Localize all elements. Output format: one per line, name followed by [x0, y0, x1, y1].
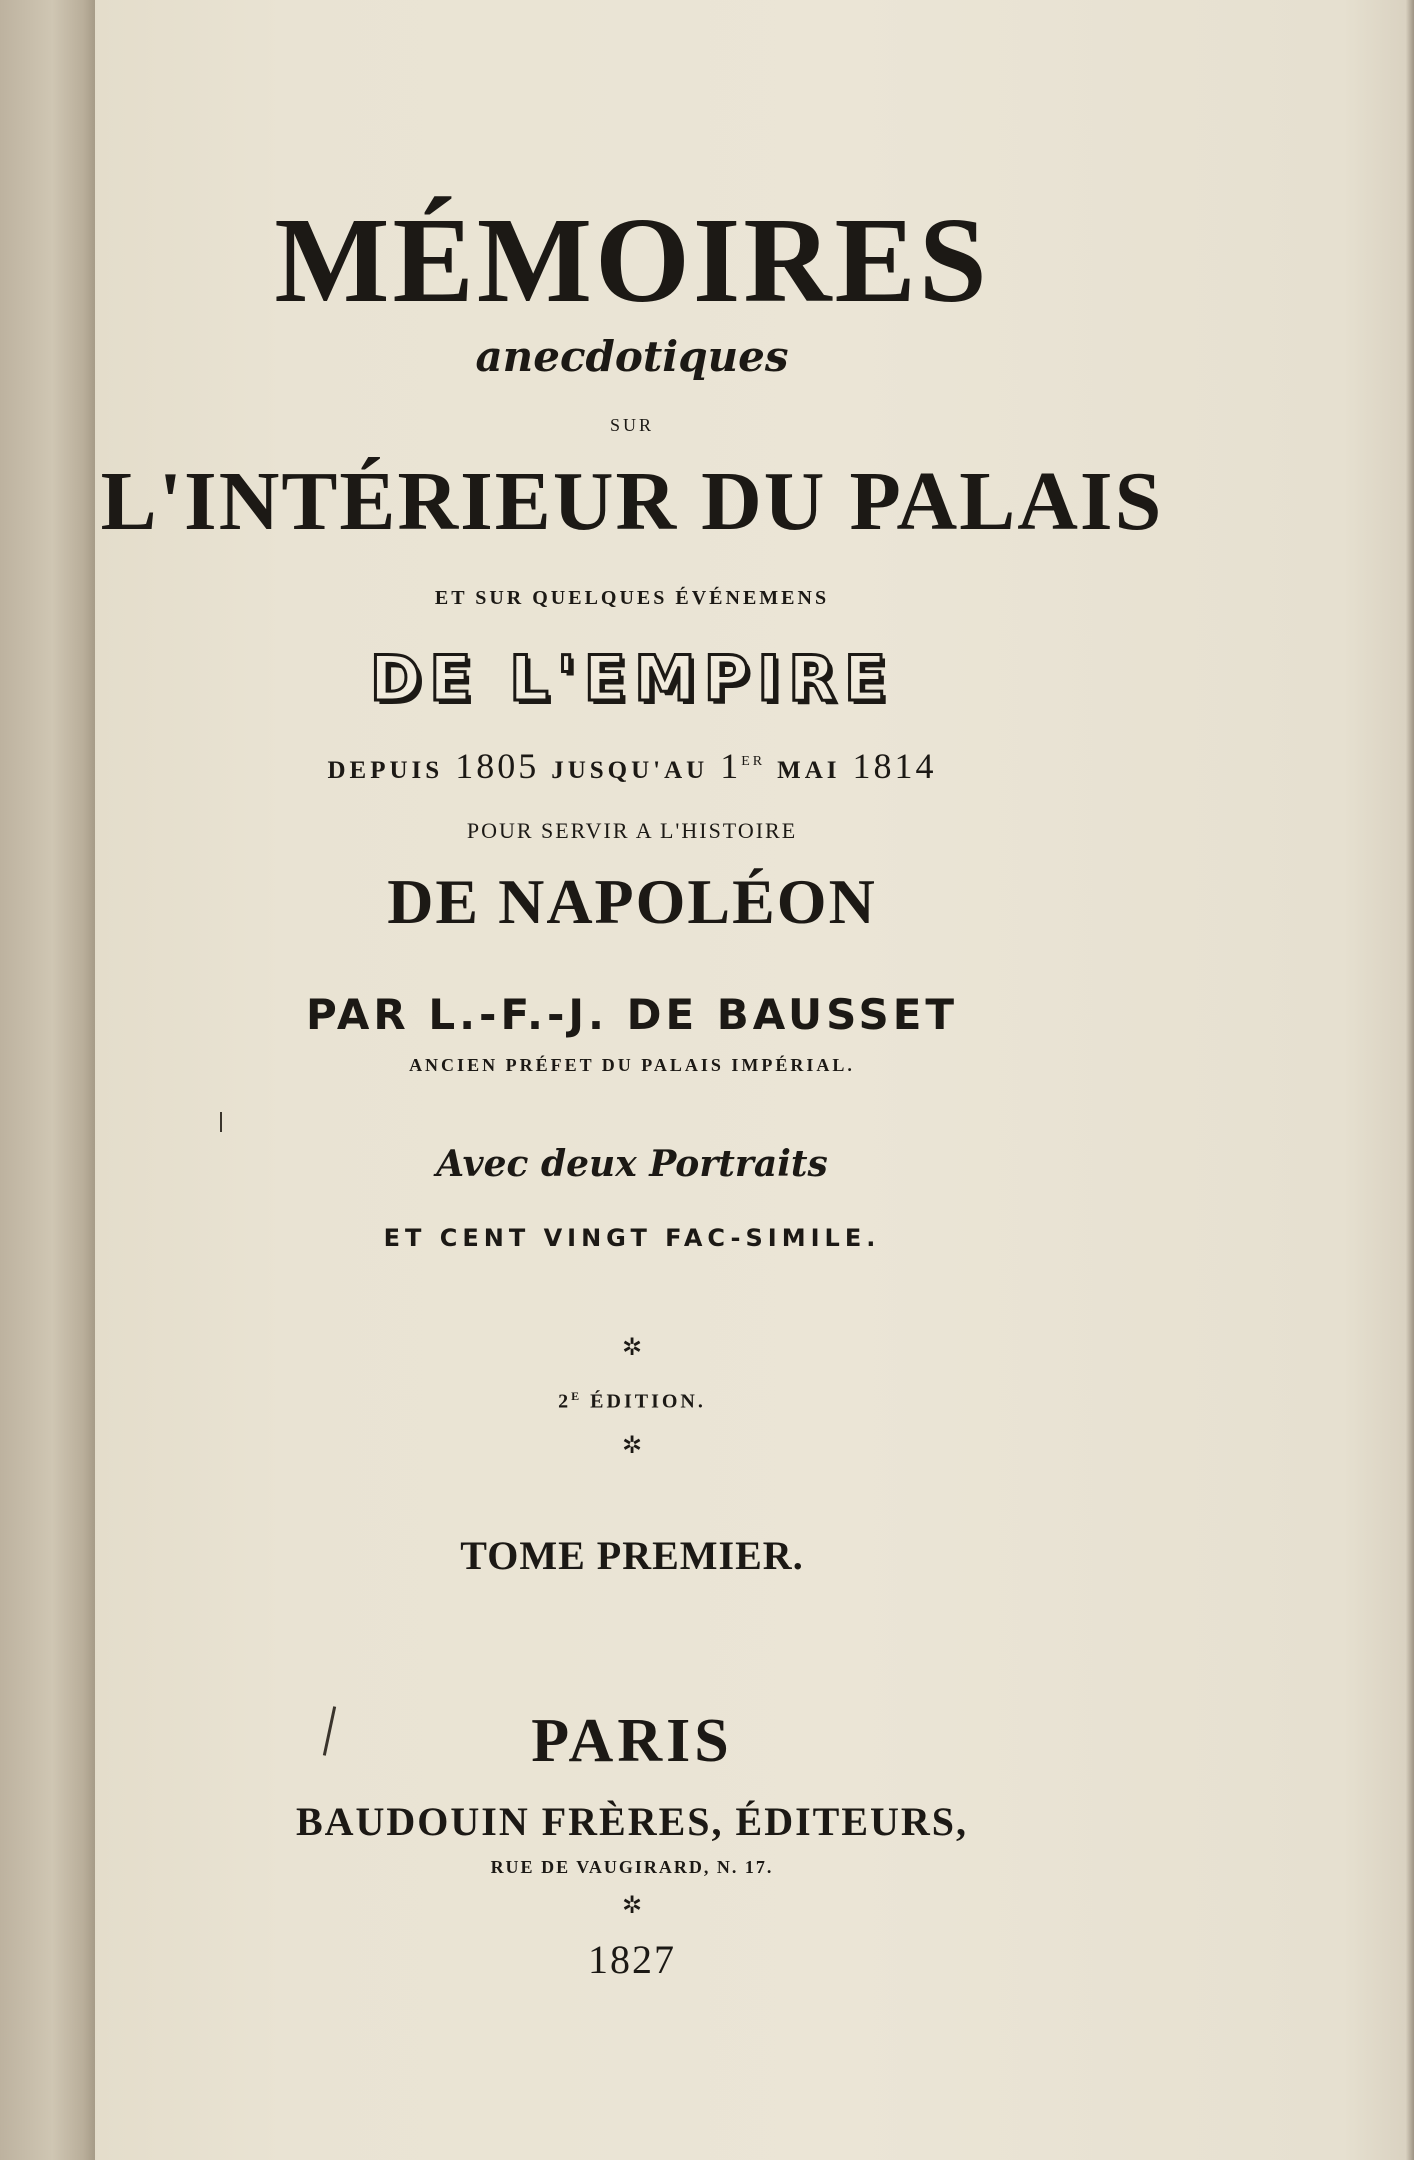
dates-year-start: 1805: [455, 746, 540, 786]
title-interieur-palais: L'INTÉRIEUR DU PALAIS: [100, 455, 1164, 548]
tome-label: TOME PREMIER.: [460, 1533, 804, 1578]
author-line: PAR L.-F.-J. DE BAUSSET: [305, 990, 959, 1039]
title-memoires: MÉMOIRES: [274, 193, 990, 328]
edition-sup: E: [571, 1389, 583, 1403]
subtitle-anecdotiques: anecdotiques: [475, 332, 789, 381]
edition-line: [0, 1390, 1339, 1412]
facsimile-line: ET CENT VINGT FAC-SIMILE.: [383, 1224, 881, 1252]
portraits-line: Avec deux Portraits: [436, 1143, 828, 1185]
dates-jusquau: JUSQU'AU: [551, 757, 709, 784]
dates-month: MAI: [777, 757, 841, 784]
edition-label: ÉDITION.: [590, 1390, 706, 1413]
imprint-city: PARIS: [531, 1707, 733, 1775]
ornament-star-icon: ✲: [621, 1433, 643, 1459]
dates-day: 1: [720, 746, 742, 786]
author-role: ANCIEN PRÉFET DU PALAIS IMPÉRIAL.: [409, 1055, 855, 1075]
edition-number: 2: [558, 1390, 572, 1413]
title-empire: DE L'EMPIRE: [369, 642, 895, 715]
date-range: [0, 748, 1339, 784]
subtitle-evenemens: ET SUR QUELQUES ÉVÉNEMENS: [434, 587, 830, 609]
ornament-star-icon: ✲: [621, 1893, 643, 1919]
ornament-star-icon: ✲: [621, 1335, 643, 1361]
dates-year-end: 1814: [852, 746, 937, 786]
imprint-address: RUE DE VAUGIRARD, N. 17.: [490, 1857, 774, 1877]
subtitle-histoire: POUR SERVIR A L'HISTOIRE: [466, 818, 798, 843]
imprint-year: 1827: [588, 1937, 676, 1982]
imprint-publisher: BAUDOUIN FRÈRES, ÉDITEURS,: [295, 1799, 969, 1844]
subtitle-sur: SUR: [609, 415, 654, 435]
dates-depuis: DEPUIS: [327, 757, 444, 784]
dates-day-sup: ER: [741, 754, 766, 769]
title-napoleon: DE NAPOLÉON: [387, 866, 877, 937]
page-edge: [1406, 0, 1414, 2160]
ink-mark: [220, 1112, 222, 1132]
